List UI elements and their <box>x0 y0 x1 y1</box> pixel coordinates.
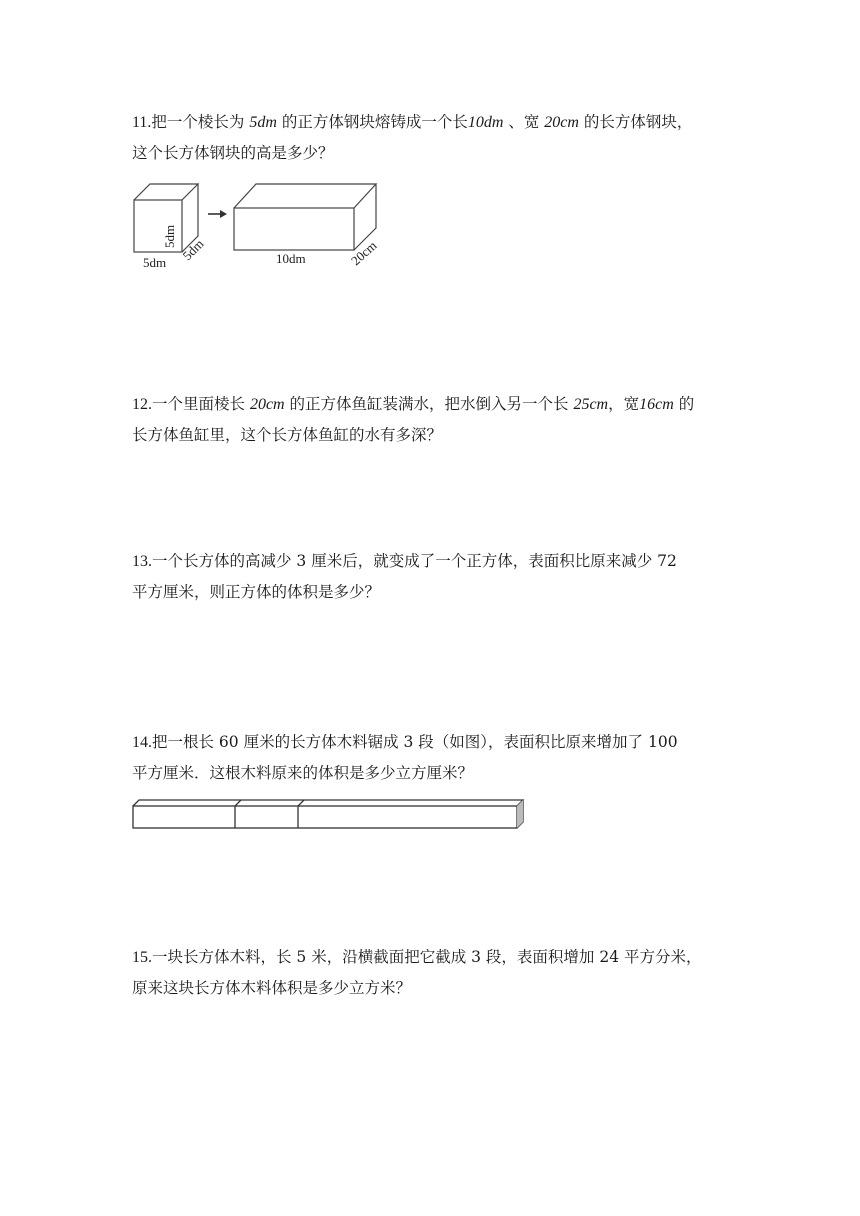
sawn-bar-diagram <box>128 795 532 831</box>
problem-number: 14. <box>132 734 152 751</box>
problem-12-line-1: 12.一个里面棱长 20cm 的正方体鱼缸装满水，把水倒入另一个长 25cm，宽16cm 的 <box>132 395 695 413</box>
figure-wood-bar <box>128 795 532 831</box>
problem-number: 13. <box>132 553 152 570</box>
cube-depth-label: 5dm <box>179 236 207 264</box>
cube-top-face <box>134 184 198 200</box>
bar-front-face <box>133 806 517 828</box>
figure-cube-to-box <box>128 178 398 276</box>
problem-12-line-2: 长方体鱼缸里，这个长方体鱼缸的水有多深？ <box>132 426 443 444</box>
cube-box-diagram <box>128 178 398 276</box>
cube-height-label: 5dm <box>162 224 177 248</box>
problem-14-line-1: 14.把一根长 60 厘米的长方体木料锯成 3 段（如图），表面积比原来增加了 100 <box>132 733 678 751</box>
saw-cut-1 <box>235 800 241 828</box>
problem-15-line-1: 15.一块长方体木料，长 5 米，沿横截面把它截成 3 段，表面积增加 24 平方分米， <box>132 948 702 966</box>
problem-number: 12. <box>132 396 152 413</box>
problem-15-line-2: 原来这块长方体木料体积是多少立方米？ <box>132 979 412 997</box>
box-width-label: 20cm <box>347 237 380 269</box>
problem-15 <box>132 942 742 1003</box>
box-front-face <box>234 208 354 250</box>
saw-cut-2 <box>298 800 304 828</box>
problem-11-line-1: 11.把一个棱长为 5dm 的正方体钢块熔铸成一个长10dm 、宽 20cm 的长方体钢块， <box>132 113 693 131</box>
problem-11-line-2: 这个长方体钢块的高是多少？ <box>132 144 334 162</box>
problem-14 <box>132 727 742 788</box>
problem-13 <box>132 546 742 607</box>
problem-11 <box>132 107 742 168</box>
problem-number: 15. <box>132 949 152 966</box>
box-side-face <box>354 184 376 250</box>
problem-14-line-2: 平方厘米．这根木料原来的体积是多少立方厘米？ <box>132 764 474 782</box>
problem-13-line-2: 平方厘米，则正方体的体积是多少？ <box>132 583 381 601</box>
arrow-icon <box>220 210 227 218</box>
bar-top-face <box>133 800 523 806</box>
cube-width-label: 5dm <box>143 255 167 270</box>
box-top-face <box>234 184 376 208</box>
box-length-label: 10dm <box>276 251 306 266</box>
problem-number: 11. <box>132 114 152 131</box>
problem-13-line-1: 13.一个长方体的高减少 3 厘米后，就变成了一个正方体，表面积比原来减少 72 <box>132 552 677 570</box>
problem-12 <box>132 389 742 450</box>
